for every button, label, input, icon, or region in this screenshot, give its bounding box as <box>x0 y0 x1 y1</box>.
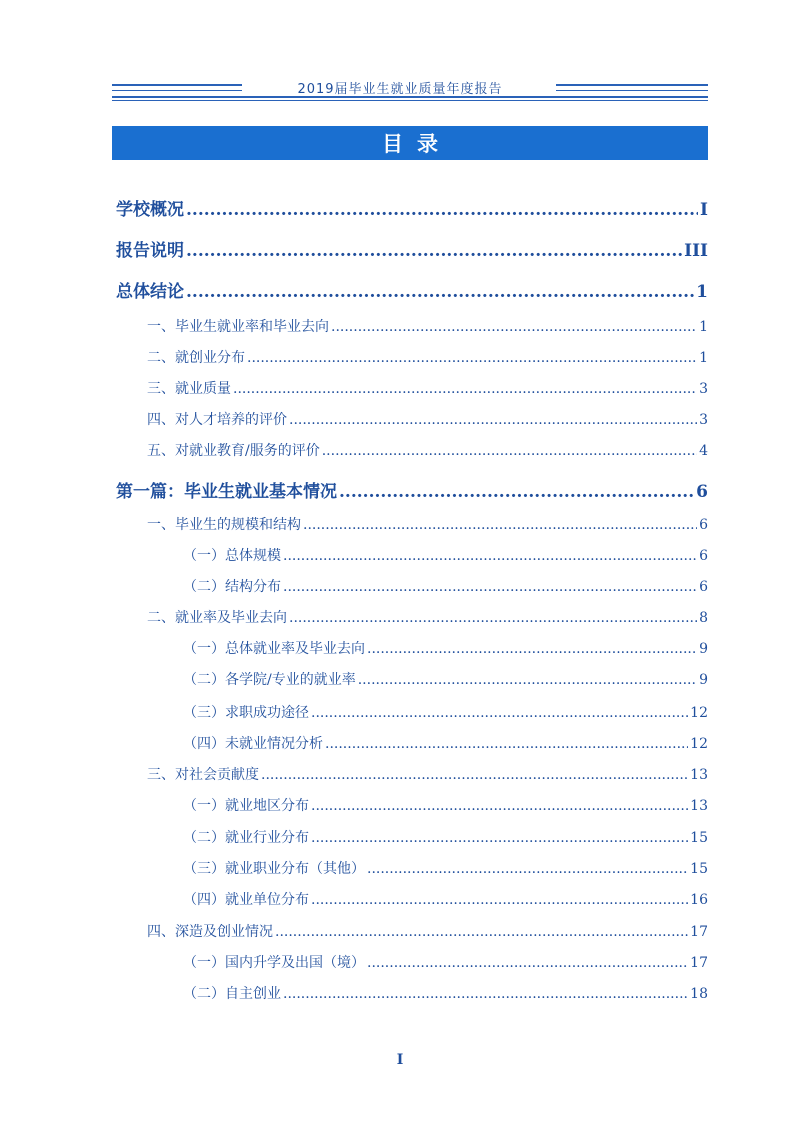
toc-leader <box>339 482 694 502</box>
toc-entry-page: 17 <box>690 955 708 971</box>
toc-leader <box>311 798 688 814</box>
toc-entry[interactable] <box>147 607 708 627</box>
toc-entry[interactable] <box>183 827 708 847</box>
toc-entry-title: 二、就业率及毕业去向 <box>147 610 287 626</box>
toc-entry-title: （一）就业地区分布 <box>183 798 309 814</box>
toc-entry-page: I <box>700 200 708 220</box>
toc-entry-title: （三）就业职业分布（其他） <box>183 861 365 877</box>
toc-entry[interactable] <box>183 952 708 972</box>
toc-entry-title: （四）就业单位分布 <box>183 892 309 908</box>
toc-leader <box>367 641 697 657</box>
toc-entry-title: 三、对社会贡献度 <box>147 767 259 783</box>
toc-leader <box>358 672 697 688</box>
toc-leader <box>275 924 688 940</box>
toc-entry[interactable] <box>116 477 708 502</box>
toc-entry[interactable] <box>183 669 708 689</box>
header-title: 2019届毕业生就业质量年度报告 <box>297 82 503 97</box>
toc-entry-page: 18 <box>690 986 708 1002</box>
toc-entry-page: 12 <box>690 736 708 752</box>
toc-entry-title: 四、深造及创业情况 <box>147 924 273 940</box>
toc-entry[interactable] <box>183 576 708 596</box>
toc-entry-title: 一、毕业生的规模和结构 <box>147 517 301 533</box>
toc-entry[interactable] <box>147 514 708 534</box>
toc-leader <box>289 412 697 428</box>
toc-entry[interactable] <box>183 702 708 722</box>
running-header <box>0 0 800 110</box>
toc-entry[interactable] <box>183 983 708 1003</box>
toc-leader <box>283 548 697 564</box>
toc-entry-page: 1 <box>696 282 708 302</box>
toc-leader <box>311 830 688 846</box>
toc-leader <box>311 705 688 721</box>
toc-entry[interactable] <box>116 277 708 302</box>
toc-entry[interactable] <box>147 409 708 429</box>
toc-entry[interactable] <box>147 440 708 460</box>
toc-entry-page: 13 <box>690 798 708 814</box>
toc-entry-page: 12 <box>690 705 708 721</box>
toc-entry-page: 17 <box>690 924 708 940</box>
toc-entry-title: 五、对就业教育/服务的评价 <box>147 443 320 459</box>
toc-entry-page: 15 <box>690 830 708 846</box>
toc-entry-title: （一）国内升学及出国（境） <box>183 955 365 971</box>
toc-entry-page: 3 <box>699 412 708 428</box>
toc-entry-title: 报告说明 <box>116 241 184 261</box>
toc-title: 目录 <box>382 132 452 156</box>
toc-entry-page: 13 <box>690 767 708 783</box>
toc-entry[interactable] <box>116 195 708 220</box>
toc-leader <box>311 892 688 908</box>
toc-leader <box>283 579 697 595</box>
toc-entry[interactable] <box>183 889 708 909</box>
toc-entry-page: 1 <box>699 350 708 366</box>
toc-entry-title: 三、就业质量 <box>147 381 231 397</box>
toc-entry-page: 4 <box>699 443 708 459</box>
toc-entry-title: （二）结构分布 <box>183 579 281 595</box>
toc-entry-page: 6 <box>699 579 708 595</box>
toc-entry[interactable] <box>183 638 708 658</box>
toc-leader <box>283 986 688 1002</box>
toc-leader <box>247 350 697 366</box>
toc-leader <box>303 517 697 533</box>
toc-entry[interactable] <box>183 795 708 815</box>
toc-leader <box>186 282 694 302</box>
toc-leader <box>367 861 688 877</box>
toc-entry-page: 9 <box>699 641 708 657</box>
toc-entry-page: 1 <box>699 319 708 335</box>
toc-entry-title: （三）求职成功途径 <box>183 705 309 721</box>
toc-entry-title: 四、对人才培养的评价 <box>147 412 287 428</box>
toc-leader <box>367 955 688 971</box>
toc-entry-page: 6 <box>699 548 708 564</box>
page-number: I <box>396 1052 404 1068</box>
toc-entry-page: 6 <box>696 482 708 502</box>
toc-entry-title: （四）未就业情况分析 <box>183 736 323 752</box>
toc-entry[interactable] <box>147 764 708 784</box>
toc-entry-title: （二）就业行业分布 <box>183 830 309 846</box>
toc-entry-title: （一）总体就业率及毕业去向 <box>183 641 365 657</box>
toc-entry-page: 16 <box>690 892 708 908</box>
toc-entry-page: 3 <box>699 381 708 397</box>
toc-entry-page: 6 <box>699 517 708 533</box>
toc-leader <box>289 610 697 626</box>
toc-leader <box>322 443 697 459</box>
toc-entry-title: 第一篇：毕业生就业基本情况 <box>116 482 337 502</box>
toc-entry[interactable] <box>183 545 708 565</box>
toc-banner <box>112 126 708 160</box>
toc-entry-title: （二）自主创业 <box>183 986 281 1002</box>
toc-entry-title: 学校概况 <box>116 200 184 220</box>
toc-entry[interactable] <box>147 378 708 398</box>
header-underline-thin <box>112 100 708 101</box>
toc-entry[interactable] <box>116 236 708 261</box>
toc-entry-page: 9 <box>699 672 708 688</box>
toc-entry-title: 一、毕业生就业率和毕业去向 <box>147 319 329 335</box>
toc-leader <box>233 381 697 397</box>
toc-leader <box>186 200 698 220</box>
toc-entry[interactable] <box>147 316 708 336</box>
toc-entry[interactable] <box>147 347 708 367</box>
toc-leader <box>325 736 688 752</box>
toc-entry[interactable] <box>183 733 708 753</box>
toc-entry-title: （一）总体规模 <box>183 548 281 564</box>
toc-entry-title: 总体结论 <box>116 282 184 302</box>
toc-entry[interactable] <box>147 921 708 941</box>
toc-entry-title: 二、就创业分布 <box>147 350 245 366</box>
toc-entry[interactable] <box>183 858 708 878</box>
toc-leader <box>186 241 682 261</box>
toc-entry-title: （二）各学院/专业的就业率 <box>183 672 356 688</box>
toc-entry-page: III <box>684 241 708 261</box>
toc-leader <box>261 767 688 783</box>
toc-entry-page: 15 <box>690 861 708 877</box>
toc-leader <box>331 319 697 335</box>
toc-entry-page: 8 <box>699 610 708 626</box>
